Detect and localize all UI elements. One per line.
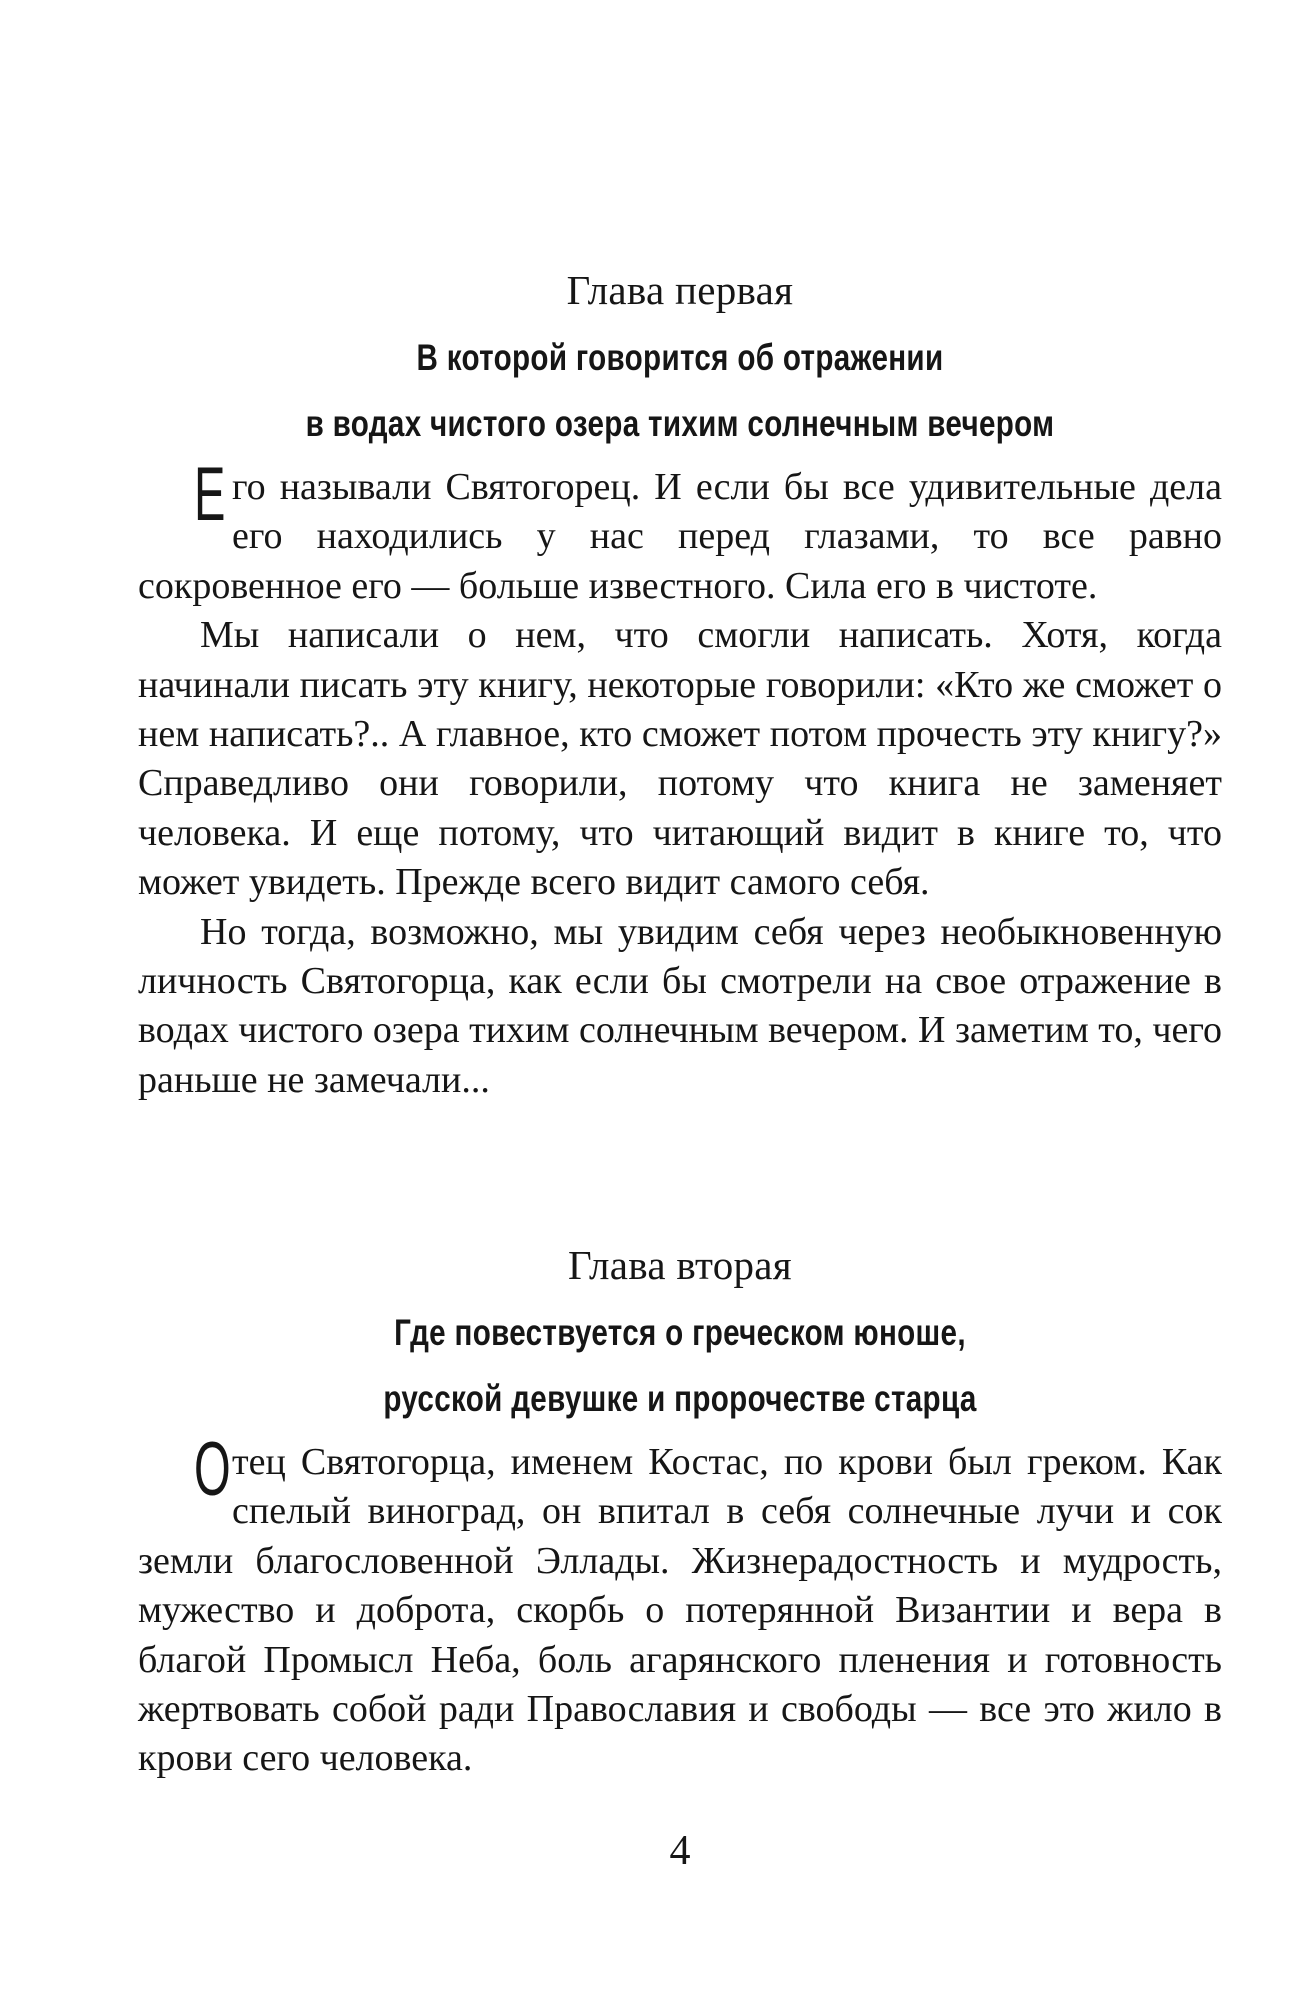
chapter-label: Глава вторая [568, 1242, 792, 1288]
drop-cap: Е [194, 452, 226, 537]
paragraph [138, 1427, 1222, 1784]
book-page [138, 0, 1222, 2000]
chapter-title [246, 1300, 1113, 1432]
paragraph-text: го называли Святогорец. И если бы все удивительные дела его находились у нас перед глазами, то все равно сокровенное его — больше известного. Сила его в чистоте. [138, 466, 1222, 607]
paragraph [138, 452, 1222, 611]
chapter-label: Глава первая [566, 267, 794, 313]
chapter-title-line: русской девушке и пророчестве старца [383, 1378, 977, 1419]
paragraph: Но тогда, возможно, мы увидим себя через необыкновенную личность Святогорца, как если бы смотрели на свое отражение в водах чистого озера тихим солнечным вечером. И заметим то, чего раньше не замечали... [138, 910, 1222, 1101]
chapter-title-line: Где повествуется о греческом юноше, [394, 1312, 966, 1353]
paragraph: Мы написали о нем, что смогли написать. Хотя, когда начинали писать эту книгу, некоторые говорили: «Кто же сможет о нем написать?.. А главное, кто сможет потом прочесть эту книгу?» Справедливо они говорили, потому что книга не заменяет человека. И еще потому, что читающий видит в книге то, что может увидеть. Прежде всего видит самого себя. [138, 614, 1222, 904]
chapter-one [138, 265, 1222, 1105]
chapter-title-line: В которой говорится об отражении [416, 337, 944, 378]
page-number: 4 [669, 1828, 691, 1874]
chapter-title-line: в водах чистого озера тихим солнечным вечером [305, 403, 1055, 444]
chapter-two [138, 1240, 1222, 1784]
paragraph-text: тец Святогорца, именем Костас, по крови был греком. Как спелый виноград, он впитал в себя солнечные лучи и сок земли благословенной Эллады. Жизнерадостность и мудрость, мужество и доброта, скорбь о потерянной Византии и вера в благой Промысл Неба, боль агарянского пленения и готовность жертвовать собой ради Православия и свободы — все это жило в крови сего человека. [138, 1441, 1222, 1780]
drop-cap: О [194, 1427, 231, 1512]
chapter-title [246, 325, 1113, 457]
